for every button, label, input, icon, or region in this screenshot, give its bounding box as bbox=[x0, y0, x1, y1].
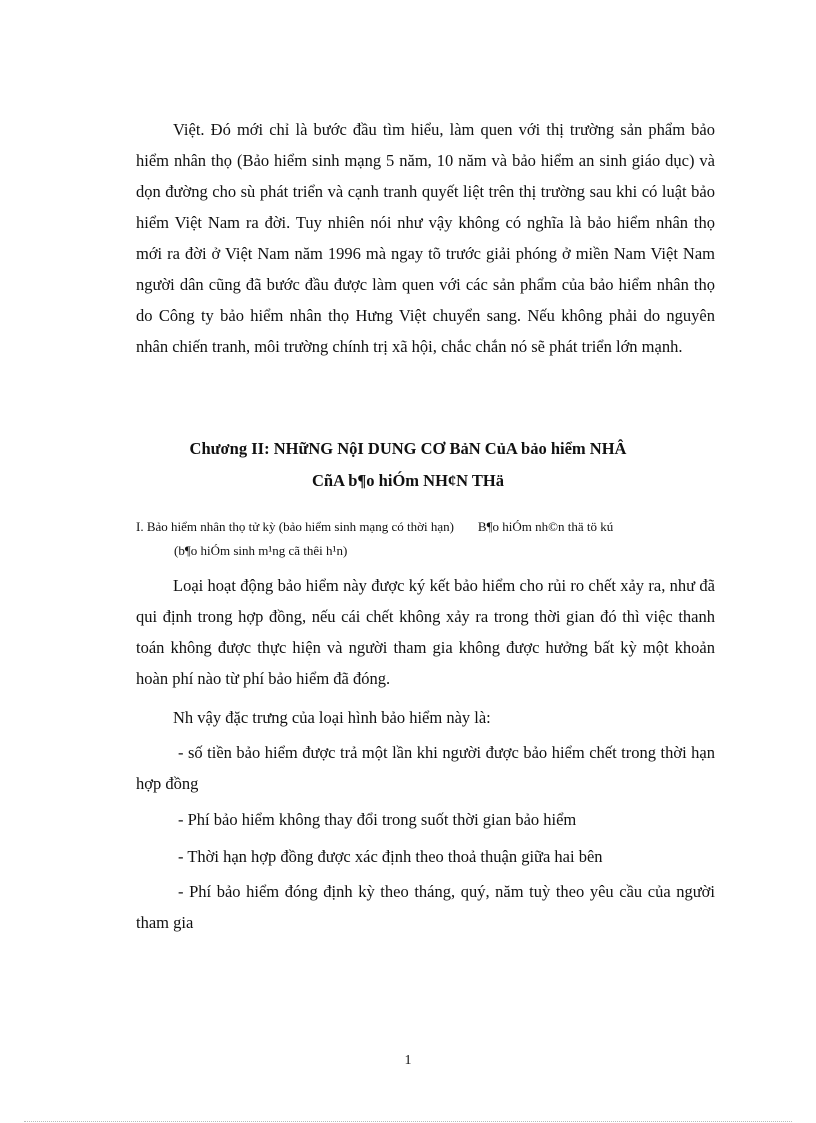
section-heading bbox=[136, 515, 736, 563]
section-title-garbled: B¶o hiÓm nh©n thä tö kú bbox=[477, 519, 614, 534]
section-title-garbled-continuation: (b¶o hiÓm sinh m¹ng cã thêi h¹n) bbox=[174, 543, 348, 558]
paragraph-definition: Loại hoạt động bảo hiểm này được ký kết bảo hiểm cho rủi ro chết xảy ra, như đã qui định trong hợp đồng, nếu cái chết không xảy ra trong thời gian đó thì việc thanh toán không được thực hiện và người tham gia không được hưởng bất kỳ một khoản hoàn phí nào từ phí bảo hiểm đã đóng. bbox=[136, 576, 715, 688]
section-title: I. Bảo hiểm nhân thọ tử kỳ (bảo hiểm sinh mạng có thời hạn) bbox=[136, 519, 454, 534]
bullet-item: - Thời hạn hợp đồng được xác định theo thoả thuận giữa hai bên bbox=[178, 847, 603, 866]
bullet-item: - Phí bảo hiểm không thay đổi trong suốt thời gian bảo hiểm bbox=[178, 810, 577, 829]
bullet-item: - Phí bảo hiểm đóng định kỳ theo tháng, quý, năm tuỳ theo yêu cầu của người tham gia bbox=[136, 882, 715, 932]
chapter-title-line-2: CñA b¶o hiÓm NH¢N THä bbox=[312, 471, 504, 490]
page-bottom-border bbox=[24, 1121, 792, 1122]
bullet-item: - số tiền bảo hiểm được trả một lần khi người được bảo hiểm chết trong thời hạn hợp đồng bbox=[136, 743, 715, 793]
page-number: 1 bbox=[404, 1053, 412, 1068]
paragraph-characteristics-intro: Nh vậy đặc trưng của loại hình bảo hiểm này là: bbox=[173, 708, 491, 727]
paragraph-history: Việt. Đó mới chỉ là bước đầu tìm hiểu, làm quen với thị trường sản phẩm bảo hiểm nhân thọ (Bảo hiểm sinh mạng 5 năm, 10 năm và bảo hiểm an sinh giáo dục) và dọn đường cho sù phát triển và cạnh tranh quyết liệt trên thị trường sau khi có luật bảo hiểm Việt Nam ra đời. Tuy nhiên nói như vậy không có nghĩa là bảo hiểm nhân thọ mới ra đời ở Việt Nam năm 1996 mà ngay tõ trước giải phóng ở miền Nam Việt Nam người dân cũng đã bước đầu được làm quen với các sản phẩm của bảo hiểm nhân thọ do Công ty bảo hiểm nhân thọ Hưng Việt chuyển sang. Nếu không phải do nguyên nhân chiến tranh, môi trường chính trị xã hội, chắc chắn nó sẽ phát triển lớn mạnh. bbox=[136, 120, 715, 356]
chapter-title-line-1: Chương II: NHữNG NộI DUNG CƠ BảN CủA bảo hiểm NHÂ bbox=[189, 439, 627, 458]
